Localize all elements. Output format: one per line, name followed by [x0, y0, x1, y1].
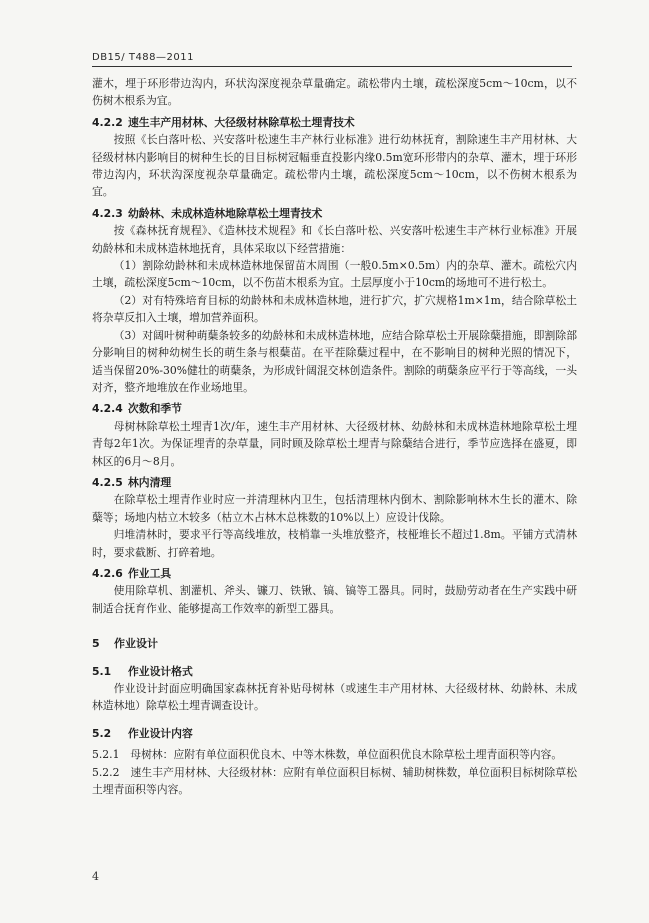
paragraph-4-2-3-item-3: （3）对阔叶树种萌蘖条较多的幼龄林和未成林造林地，应结合除草松土开展除蘖措施，即割除部分影响目的树种幼树生长的萌生条与根蘖苗。在平茬除蘖过程中，在不影响目的树种光照的情况下，适当保留20%-30%健壮的萌蘖条，为形成针阔混交林创造条件。割除的萌蘖条应平行于等高线，一头对齐，整齐地堆放在作业场地里。: [92, 328, 577, 394]
heading-4-2-3: 4.2.3 幼龄林、未成林造林地除草松土埋青技术: [92, 206, 323, 220]
paragraph-4-2-3-intro: 按《森林抚育规程》、《造林技术规程》和《长白落叶松、兴安落叶松速生丰产林行业标准》开展幼龄林和未成林造林地抚育，具体采取以下经营措施：: [92, 224, 577, 255]
standard-code: DB15/ T488—2011: [92, 52, 194, 63]
paragraph-4-2-3-item-2: （2）对有特殊培育目标的幼龄林和未成林造林地，进行扩穴，扩穴规格1m×1m，结合除草松土将杂草反扣入土壤，增加营养面积。: [92, 293, 577, 325]
paragraph-4-2-4: 母树林除草松土埋青1次/年，速生丰产用材林、大径级材林、幼龄林和未成林造林地除草松土埋青每2年1次。为保证埋青的杂草量，同时顾及除草松土埋青与除蘖结合进行，季节应选择在盛夏，即林区的6月～8月。: [92, 419, 577, 468]
header-rule: [92, 66, 572, 67]
paragraph-4-2-5-a: 在除草松土埋青作业时应一并清理林内卫生，包括清理林内倒木、割除影响林木生长的灌木、除蘖等；场地内枯立木较多（枯立木占林木总株数的10%以上）应设计伐除。: [92, 493, 577, 524]
page-number: 4: [92, 870, 99, 883]
paragraph-4-2-5-b: 归堆清林时，要求平行等高线堆放，枝梢靠一头堆放整齐，枝桠堆长不超过1.8m。平铺方式清林时，要求截断、打碎着地。: [92, 528, 577, 559]
heading-4-2-4: 4.2.4 次数和季节: [92, 402, 182, 416]
page-content: [92, 75, 577, 798]
paragraph-4-2-3-item-1: （1）割除幼龄林和未成林造林地保留苗木周围（一般0.5m×0.5m）内的杂草、灌木。疏松穴内土壤，疏松深度5cm～10cm，以不伤苗木根系为宜。土层厚度小于10cm的场地可不进行松土。: [92, 259, 577, 290]
heading-4-2-5: 4.2.5 林内清理: [92, 475, 172, 489]
paragraph-5-2-1: 5.2.1 母树林：应附有单位面积优良木、中等木株数，单位面积优良木除草松土埋青面积等内容。: [92, 748, 563, 762]
heading-4-2-6: 4.2.6 作业工具: [92, 566, 172, 580]
paragraph-5-1: 作业设计封面应明确国家森林抚育补贴母树林（或速生丰产用材林、大径级材林、幼龄林、未成林造林地）除草松土埋青调查设计。: [92, 682, 577, 713]
heading-5: 5 作业设计: [92, 637, 158, 651]
paragraph-4-2-6: 使用除草机、割灌机、斧头、镰刀、铁锹、镐、镐等工器具。同时，鼓励劳动者在生产实践中研制适合抚育作业、能够提高工作效率的新型工器具。: [92, 584, 577, 615]
heading-5-1: 5.1 作业设计格式: [92, 664, 193, 678]
paragraph-4-2-2: 按照《长白落叶松、兴安落叶松速生丰产林行业标准》进行幼林抚育，割除速生丰产用材林、大径级材林内影响目的树种生长的目目标树冠幅垂直投影内缘0.5m宽环形带内的杂草、灌木，埋于环形带边沟内，环状沟深度视杂草量确定。疏松带内土壤，疏松深度5cm～10cm，以不伤树木根系为宜。: [92, 133, 577, 199]
paragraph-5-2-2: 5.2.2 速生丰产用材林、大径级材林：应附有单位面积目标树、辅助树株数，单位面积目标树除草松土埋青面积等内容。: [92, 765, 577, 797]
heading-5-2: 5.2 作业设计内容: [92, 726, 193, 740]
paragraph-continued: 灌木，埋于环形带边沟内，环状沟深度视杂草量确定。疏松带内土壤，疏松深度5cm～10cm，以不伤树木根系为宜。: [92, 77, 577, 108]
heading-4-2-2: 4.2.2 速生丰产用材林、大径级材林除草松土埋青技术: [92, 115, 355, 129]
